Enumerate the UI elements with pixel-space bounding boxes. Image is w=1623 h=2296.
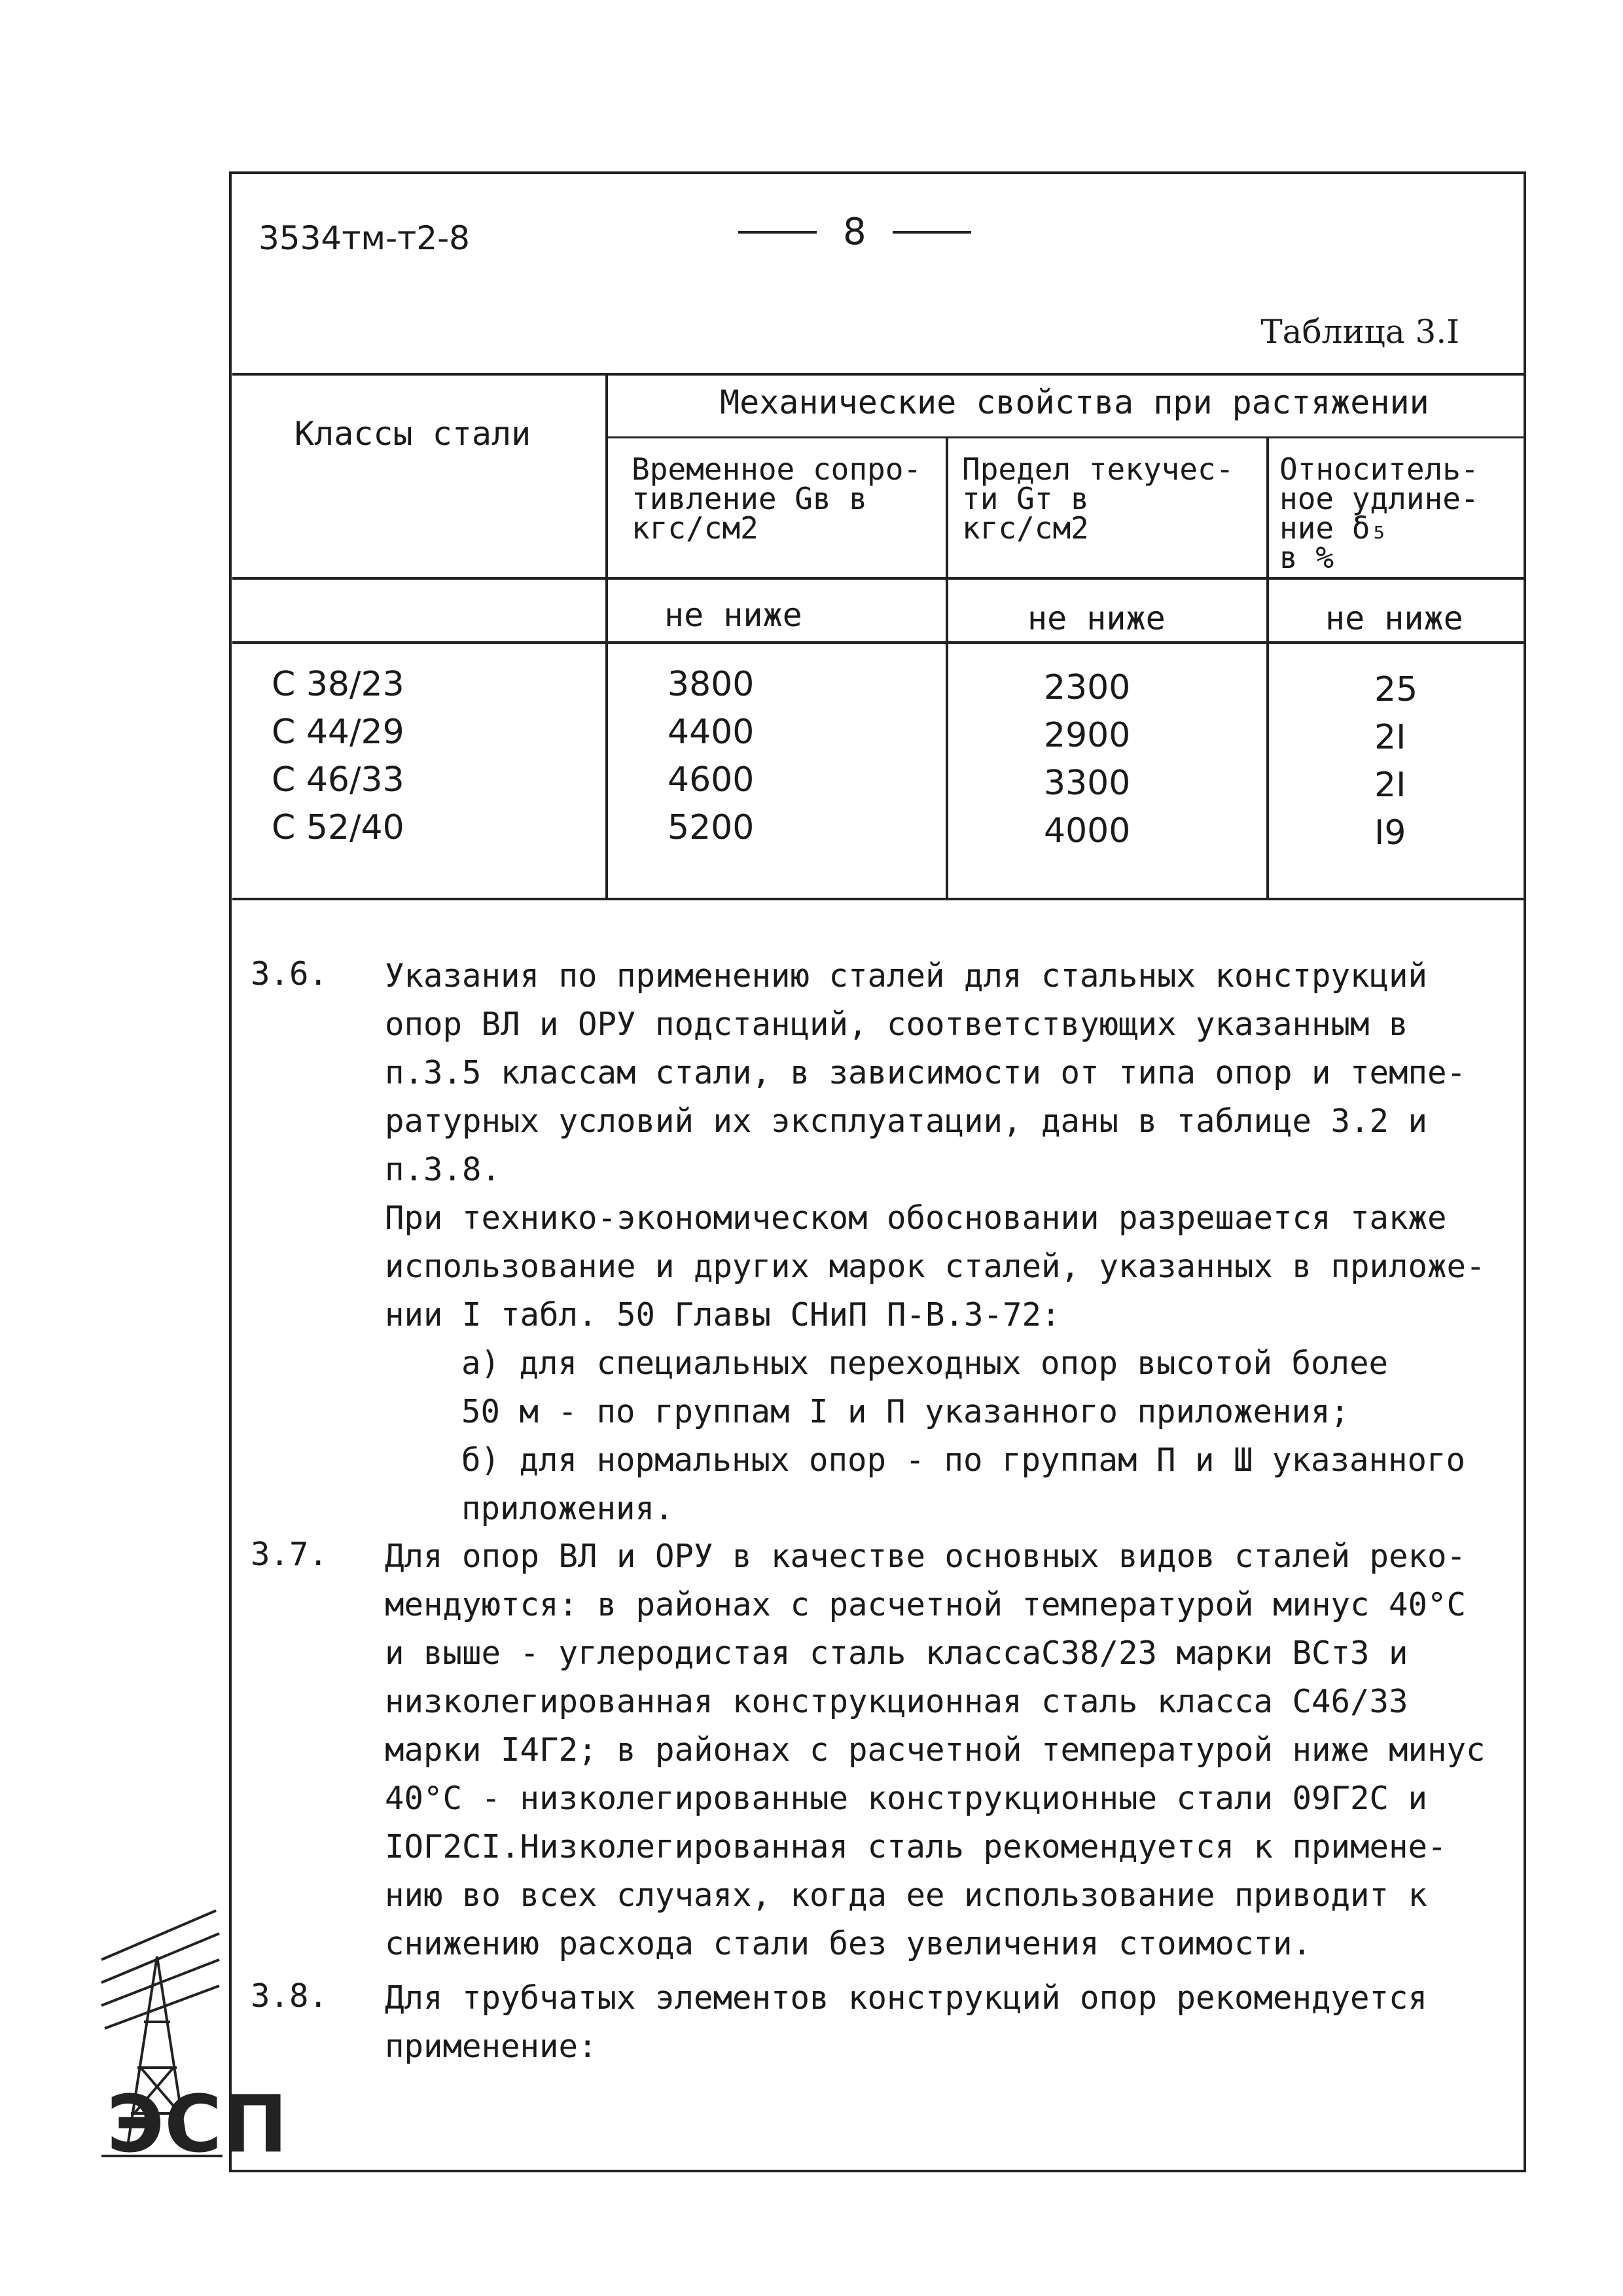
list-item-b: б) для нормальных опор - по группам П и Ш указанного приложения. — [461, 1441, 1466, 1527]
section-3-7-number: 3.7. — [251, 1536, 329, 1573]
header-elongation: Относитель- ное удлине- ние δ₅ в % — [1279, 451, 1479, 576]
header-tensile-strength: Временное сопро- тивление Gв в кгс/см2 — [632, 451, 922, 546]
table-bottom-rule — [232, 898, 1525, 900]
table-cell: 3300 — [1044, 764, 1131, 803]
yield-point-column — [1044, 664, 1130, 855]
page-number-value: 8 — [843, 211, 866, 253]
table-cell: 2300 — [1044, 668, 1131, 707]
limit-elongation: не ниже — [1325, 599, 1463, 637]
limit-row-rule — [232, 641, 1525, 644]
table-row: С 38/23 — [272, 665, 404, 704]
table-cell: 2I — [1374, 766, 1406, 805]
table-cell: 25 — [1374, 670, 1418, 709]
section-3-6-text: Указания по применению сталей для стальных конструкций опор ВЛ и ОРУ подстанций, соответствующих указанным в п.3.5 классам стали, в зависимости от типа опор и темпе- ратурных условий их эксплуатации, даны в таблице 3.2 и п.3.8. При технико-экономическом обосновании разрешается также использование и других марок сталей, указанных в приложе- нии I табл. 50 Главы СНиП П-В.3-72: — [385, 957, 1486, 1333]
section-3-8-number: 3.8. — [251, 1977, 329, 2015]
col-divider-2 — [946, 436, 948, 898]
dash-left — [738, 231, 817, 234]
tensile-strength-column — [668, 661, 754, 852]
section-3-8-text: Для трубчатых элементов конструкций опор рекомендуется применение: — [385, 1979, 1428, 2065]
table-cell: 5200 — [668, 808, 755, 847]
limit-yield: не ниже — [1027, 599, 1166, 637]
group-header-rule — [605, 436, 1525, 438]
header-bottom-rule — [232, 577, 1525, 580]
table-cell: 3800 — [668, 665, 755, 704]
table-cell: 2900 — [1044, 716, 1131, 755]
table-top-rule — [232, 373, 1525, 376]
document-code: 3534тм-т2-8 — [259, 219, 470, 257]
table-cell: 4000 — [1044, 811, 1131, 851]
table-cell: I9 — [1374, 813, 1406, 853]
table-cell: 2I — [1374, 718, 1406, 757]
page-number — [738, 211, 971, 253]
header-mechanical-properties: Механические свойства при растяжении — [720, 383, 1429, 421]
col-divider-3 — [1266, 436, 1269, 898]
svg-text:ЭСП: ЭСП — [107, 2079, 288, 2170]
table-cell: 4400 — [668, 713, 755, 752]
elongation-column — [1374, 666, 1418, 857]
dash-right — [893, 231, 971, 234]
section-3-6-number: 3.6. — [251, 955, 329, 993]
table-row: С 46/33 — [272, 760, 404, 800]
esp-logo — [95, 1898, 288, 2172]
table-row: С 52/40 — [272, 808, 404, 847]
list-item-a: а) для специальных переходных опор высотой более 50 м - по группам I и П указанного приложения; — [461, 1345, 1389, 1430]
header-yield-point: Предел текучес- ти Gт в кгс/см2 — [962, 451, 1234, 546]
table-cell: 4600 — [668, 760, 755, 800]
header-steel-class: Классы стали — [294, 415, 531, 453]
table-row: С 44/29 — [272, 713, 404, 752]
limit-tensile: не ниже — [664, 596, 802, 634]
steel-properties-table — [232, 373, 1525, 903]
table-caption: Таблица 3.I — [1260, 313, 1459, 351]
steel-classes-column — [272, 661, 404, 852]
col-divider-1 — [605, 373, 608, 898]
section-3-7-text: Для опор ВЛ и ОРУ в качестве основных видов сталей реко- мендуются: в районах с расчетной температурой минус 40°С и выше - углеродистая сталь классаС38/23 марки ВСт3 и низколегированная конструкционная сталь класса С46/33 марки I4Г2; в районах с расчетной температурой ниже минус 40°С - низколегированные конструкционные стали 09Г2С и IОГ2СI.Низколегированная сталь рекомендуется к примене- нию во всех случаях, когда ее использование приводит к снижению расхода стали без увеличения стоимости. — [385, 1538, 1486, 1962]
